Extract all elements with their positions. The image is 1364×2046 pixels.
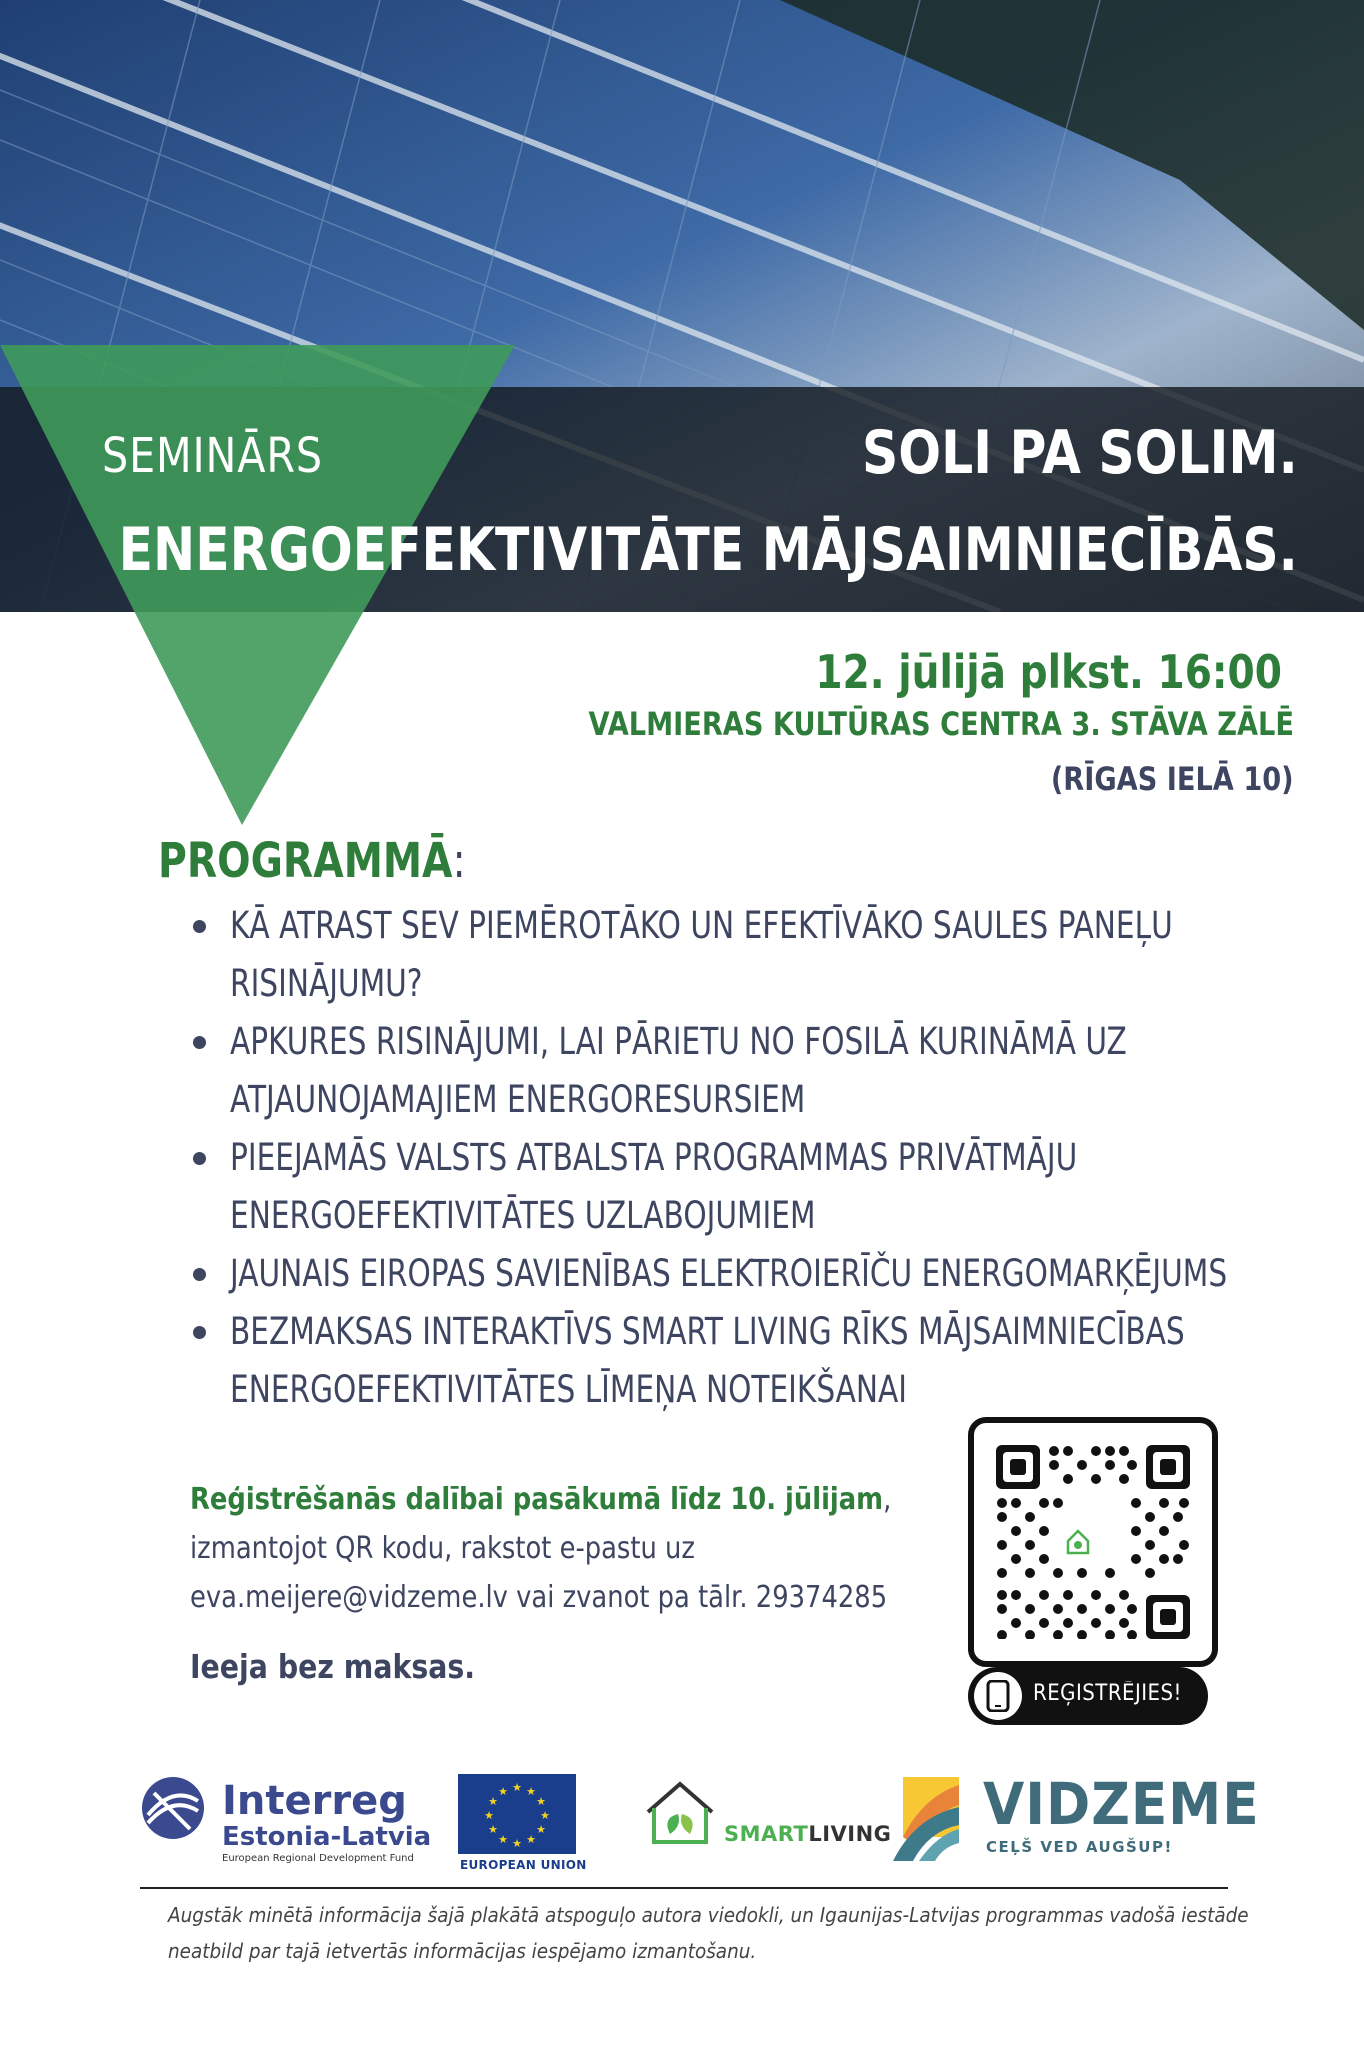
- svg-text:★: ★: [536, 1823, 546, 1836]
- registration-line-2: izmantojot QR kodu, rakstot e-pastu uz: [190, 1531, 695, 1566]
- bullet-icon: [193, 1036, 206, 1049]
- disclaimer: [168, 1897, 1248, 1969]
- smartliving-label: [724, 1822, 891, 1846]
- registration-comma: ,: [883, 1482, 892, 1517]
- interreg-subtitle: Estonia-Latvia: [222, 1822, 432, 1852]
- bullet-icon: [193, 1268, 206, 1281]
- programme-item-text: BEZMAKSAS INTERAKTĪVS SMART LIVING RĪKS MĀJSAIMNIECĪBAS ENERGOEFEKTIVITĀTES LĪMEŅA NOTEIKŠANAI: [230, 1310, 1185, 1411]
- interreg-fund: European Regional Development Fund: [222, 1853, 414, 1864]
- programme-heading-text: PROGRAMMĀ: [158, 833, 453, 889]
- green-triangle: [0, 0, 520, 830]
- programme-item-text: APKURES RISINĀJUMI, LAI PĀRIETU NO FOSILĀ KURINĀMĀ UZ ATJAUNOJAMAJIEM ENERGORESURSIEM: [230, 1020, 1127, 1121]
- eu-label: EUROPEAN UNION: [460, 1858, 587, 1872]
- eu-flag-icon: [458, 1774, 576, 1854]
- svg-text:★: ★: [488, 1823, 498, 1836]
- footer-divider: [140, 1887, 1228, 1889]
- svg-text:★: ★: [526, 1785, 536, 1798]
- register-button[interactable]: [968, 1667, 1208, 1725]
- smartliving-smart: SMART: [724, 1822, 809, 1846]
- title-line-1: SOLI PA SOLIM.: [862, 418, 1298, 488]
- event-venue: VALMIERAS KULTŪRAS CENTRA 3. STĀVA ZĀLĒ: [588, 705, 1294, 743]
- interreg-logo-icon: [140, 1775, 206, 1841]
- smartliving-living: LIVING: [808, 1822, 892, 1846]
- interreg-name: Interreg: [222, 1778, 407, 1824]
- qr-code[interactable]: [968, 1417, 1218, 1667]
- svg-text:★: ★: [540, 1809, 550, 1822]
- svg-text:★: ★: [484, 1809, 494, 1822]
- bullet-icon: [193, 920, 206, 933]
- svg-text:★: ★: [512, 1781, 522, 1794]
- vidzeme-logo-icon: [893, 1777, 969, 1861]
- programme-item: [190, 1245, 1350, 1303]
- register-button-label: REĢISTRĒJIES!: [1033, 1681, 1182, 1706]
- smartliving-house-icon: [640, 1778, 720, 1850]
- svg-text:★: ★: [498, 1833, 508, 1846]
- svg-text:★: ★: [498, 1785, 508, 1798]
- programme-heading: [158, 833, 466, 889]
- event-address: (RĪGAS IELĀ 10): [1051, 760, 1294, 798]
- event-date: 12. jūlijā plkst. 16:00: [815, 645, 1282, 699]
- programme-heading-colon: :: [452, 833, 466, 889]
- programme-item: [190, 1129, 1350, 1245]
- registration-contact[interactable]: eva.meijere@vidzeme.lv vai zvanot pa tālr. 29374285: [190, 1580, 888, 1615]
- free-entry: Ieeja bez maksas.: [190, 1647, 476, 1686]
- svg-text:★: ★: [526, 1833, 536, 1846]
- programme-list: [190, 897, 1350, 1419]
- title-line-2: ENERGOEFEKTIVITĀTE MĀJSAIMNIECĪBĀS.: [118, 515, 1298, 585]
- registration-info: [190, 1475, 890, 1622]
- registration-deadline: Reģistrēšanās dalībai pasākumā līdz 10. jūlijam: [190, 1482, 884, 1517]
- seminar-kicker: SEMINĀRS: [102, 428, 323, 484]
- svg-text:★: ★: [488, 1795, 498, 1808]
- svg-text:★: ★: [512, 1837, 522, 1850]
- vidzeme-name: VIDZEME: [983, 1770, 1260, 1838]
- programme-item: [190, 897, 1350, 1013]
- disclaimer-line-2: neatbild par tajā ietvertās informācijas iespējamo izmantošanu.: [168, 1939, 757, 1963]
- programme-item-text: PIEEJAMĀS VALSTS ATBALSTA PROGRAMMAS PRIVĀTMĀJU ENERGOEFEKTIVITĀTES UZLABOJUMIEM: [230, 1136, 1078, 1237]
- vidzeme-slogan: CEĻŠ VED AUGŠUP!: [986, 1838, 1173, 1856]
- bullet-icon: [193, 1326, 206, 1339]
- svg-text:★: ★: [536, 1795, 546, 1808]
- programme-item: [190, 1013, 1350, 1129]
- qr-code-icon: [996, 1445, 1190, 1639]
- programme-item-text: JAUNAIS EIROPAS SAVIENĪBAS ELEKTROIERĪČU ENERGOMARĶĒJUMS: [230, 1252, 1228, 1295]
- registration-line-1: [190, 1475, 892, 1524]
- phone-icon: [974, 1672, 1022, 1720]
- disclaimer-line-1: Augstāk minētā informācija šajā plakātā atspoguļo autora viedokli, un Igaunijas-Latvijas programmas vadošā iestāde: [168, 1903, 1249, 1927]
- programme-item: [190, 1303, 1350, 1419]
- programme-item-text: KĀ ATRAST SEV PIEMĒROTĀKO UN EFEKTĪVĀKO SAULES PANEĻU RISINĀJUMU?: [230, 904, 1173, 1005]
- bullet-icon: [193, 1152, 206, 1165]
